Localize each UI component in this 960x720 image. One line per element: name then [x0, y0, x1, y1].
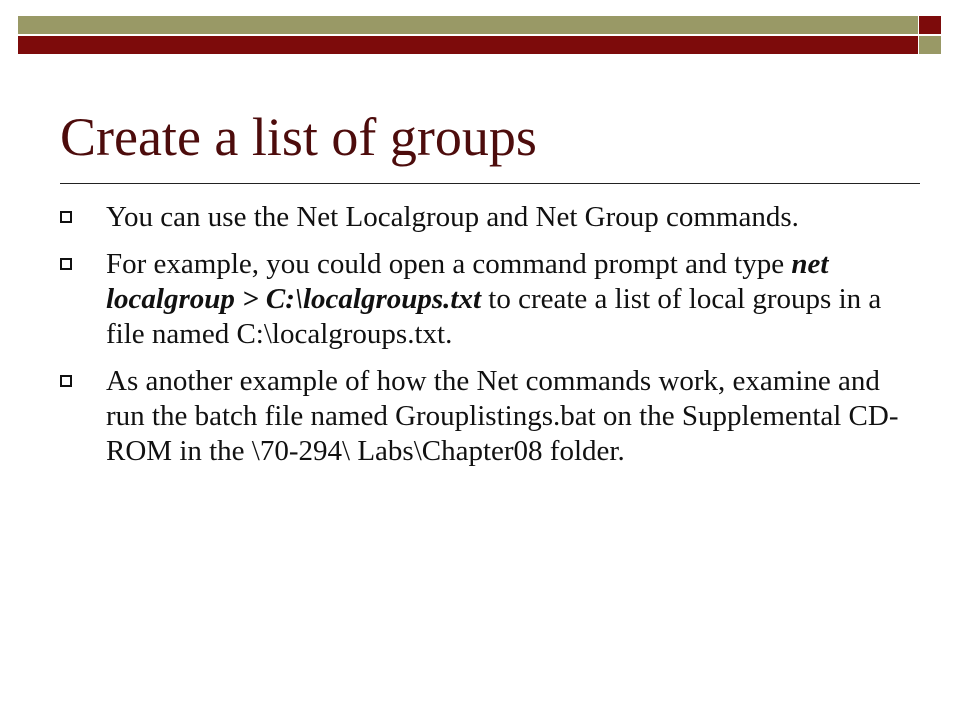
red-stripe [18, 36, 918, 54]
bullet-text-2-before: For example, you could open a command prompt and type [106, 248, 792, 280]
olive-stripe [18, 16, 918, 34]
square-bullet-icon [60, 211, 72, 223]
square-bullet-icon [60, 375, 72, 387]
bullet-item-2 [60, 247, 900, 352]
corner-square-bottom [919, 36, 941, 54]
top-decorative-band [0, 0, 960, 64]
bullet-text-3: As another example of how the Net commands work, examine and run the batch file named Grouplistings.bat on the Supplemental CD-ROM in the \70-294\ Labs\Chapter08 folder. [106, 365, 899, 467]
slide-title: Create a list of groups [60, 107, 537, 167]
corner-square-top [919, 16, 941, 34]
bullet-text-2-after: to create a list of local groups in a file named C:\localgroups.txt. [106, 283, 882, 350]
bullet-item-3 [60, 364, 900, 469]
bullet-list [60, 200, 900, 481]
bullet-text-1: You can use the Net Localgroup and Net Group commands. [106, 201, 799, 233]
command-text: net localgroup > C:\localgroups.txt [106, 248, 829, 315]
title-underline [60, 183, 920, 184]
square-bullet-icon [60, 258, 72, 270]
bullet-item-1 [60, 200, 900, 235]
